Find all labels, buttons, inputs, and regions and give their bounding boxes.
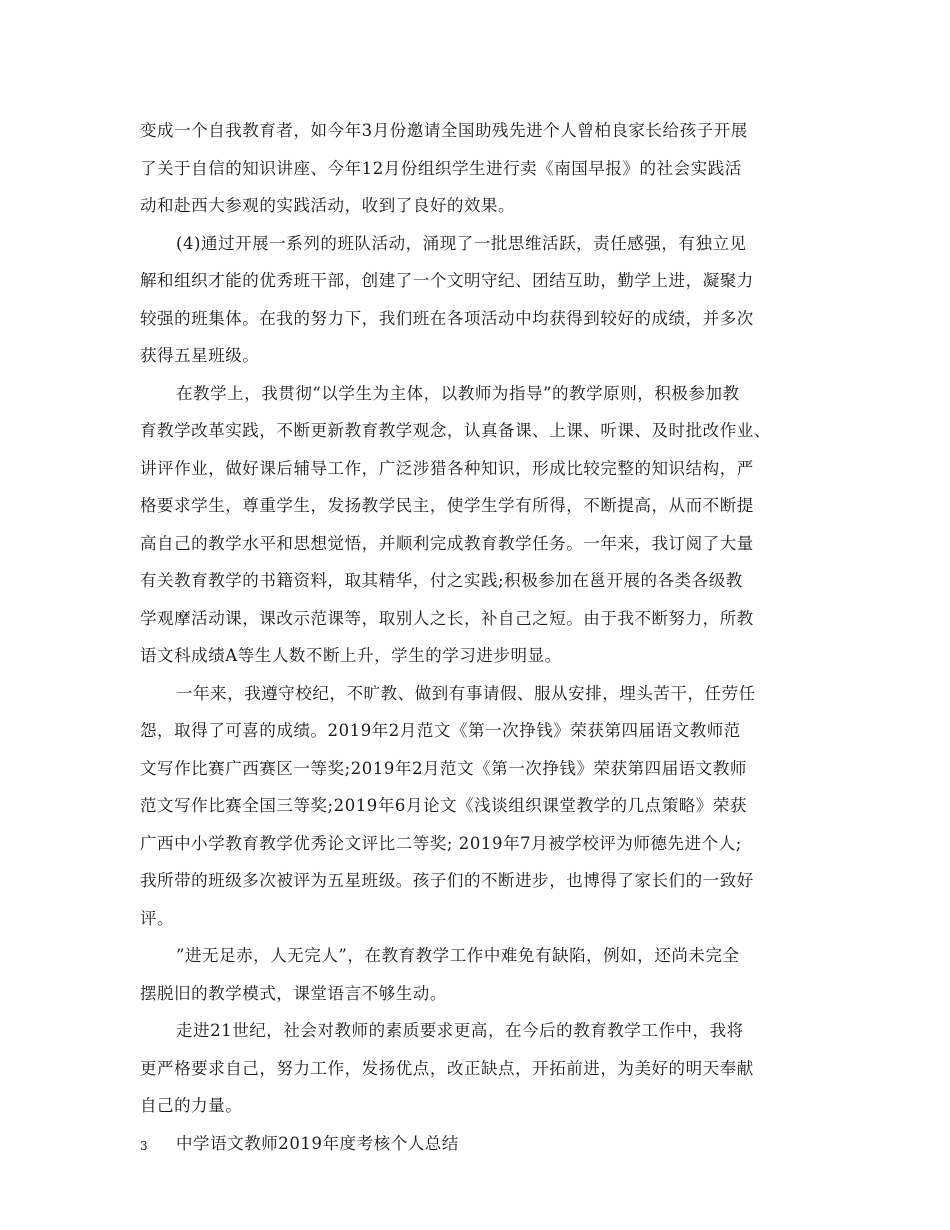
text-line: 范文写作比赛全国三等奖;2019年6月论文《浅谈组织课堂教学的几点策略》荣获 (140, 796, 747, 815)
text-line: 学观摩活动课，课改示范课等，取别人之长，补自己之短。由于我不断努力，所教 (140, 608, 754, 628)
text-line: 育教学改革实践，不断更新教育教学观念，认真备课、上课、听课、及时批改作业、 (140, 421, 771, 440)
text-line: 格要求学生，尊重学生，发扬教学民主，使学生学有所得，不断提高，从而不断提 (140, 496, 754, 515)
section-title: 中学语文教师2019年度考核个人总结 (176, 1133, 459, 1153)
paragraph-first-line: 走进21世纪，社会对教师的素质要求更高，在今后的教育教学工作中，我将 (176, 1021, 744, 1040)
document-body (140, 112, 818, 1162)
paragraph-first-line: 一年来，我遵守校纪，不旷教、做到有事请假、服从安排，埋头苦干，任劳任 (176, 683, 756, 703)
text-line: 获得五星班级。 (140, 346, 260, 365)
paragraph-first-line: 在教学上，我贯彻“以学生为主体，以教师为指导”的教学原则，积极参加教 (176, 383, 740, 403)
text-line: 更严格要求自己，努力工作，发扬优点，改正缺点，开拓前进，为美好的明天奉献 (140, 1058, 754, 1078)
text-line: 解和组织才能的优秀班干部，创建了一个文明守纪、团结互助，勤学上进，凝聚力 (140, 271, 754, 290)
paragraph-first-line: (4)通过开展一系列的班队活动，涌现了一批思维活跃，责任感强，有独立见 (176, 233, 747, 253)
text-line: 变成一个自我教育者，如今年3月份邀请全国助残先进个人曾柏良家长给孩子开展 (140, 121, 748, 140)
text-line: 较强的班集体。在我的努力下，我们班在各项活动中均获得到较好的成绩，并多次 (140, 308, 754, 328)
text-line: 高自己的教学水平和思想觉悟，并顺利完成教育教学任务。一年来，我订阅了大量 (140, 533, 754, 553)
text-line: 了关于自信的知识讲座、今年12月份组织学生进行卖《南国早报》的社会实践活 (140, 158, 742, 178)
text-line: 评。 (140, 908, 175, 928)
text-line: 动和赴西大参观的实践活动，收到了良好的效果。 (140, 196, 516, 215)
text-line: 文写作比赛广西赛区一等奖;2019年2月范文《第一次挣钱》荣获第四届语文教师 (140, 758, 747, 778)
text-line: 自己的力量。 (140, 1096, 243, 1115)
page-number: 3 (140, 1139, 148, 1153)
text-line: 我所带的班级多次被评为五星班级。孩子们的不断进步，也博得了家长们的一致好 (140, 871, 754, 890)
text-line: 摆脱旧的教学模式，课堂语言不够生动。 (140, 983, 447, 1003)
text-line: 怨，取得了可喜的成绩。2019年2月范文《第一次挣钱》荣获第四届语文教师范 (140, 721, 741, 740)
text-line: 语文科成绩A等生人数不断上升，学生的学习进步明显。 (140, 646, 562, 665)
text-line: 有关教育教学的书籍资料，取其精华，付之实践;积极参加在邕开展的各类各级教 (140, 571, 743, 590)
paragraph-first-line: ”进无足赤，人无完人”，在教育教学工作中难免有缺陷，例如，还尚未完全 (176, 946, 740, 965)
text-line: 讲评作业，做好课后辅导工作，广泛涉猎各种知识，形成比较完整的知识结构，严 (140, 458, 754, 478)
text-line: 广西中小学教育教学优秀论文评比二等奖; 2019年7月被学校评为师德先进个人; (140, 833, 742, 853)
